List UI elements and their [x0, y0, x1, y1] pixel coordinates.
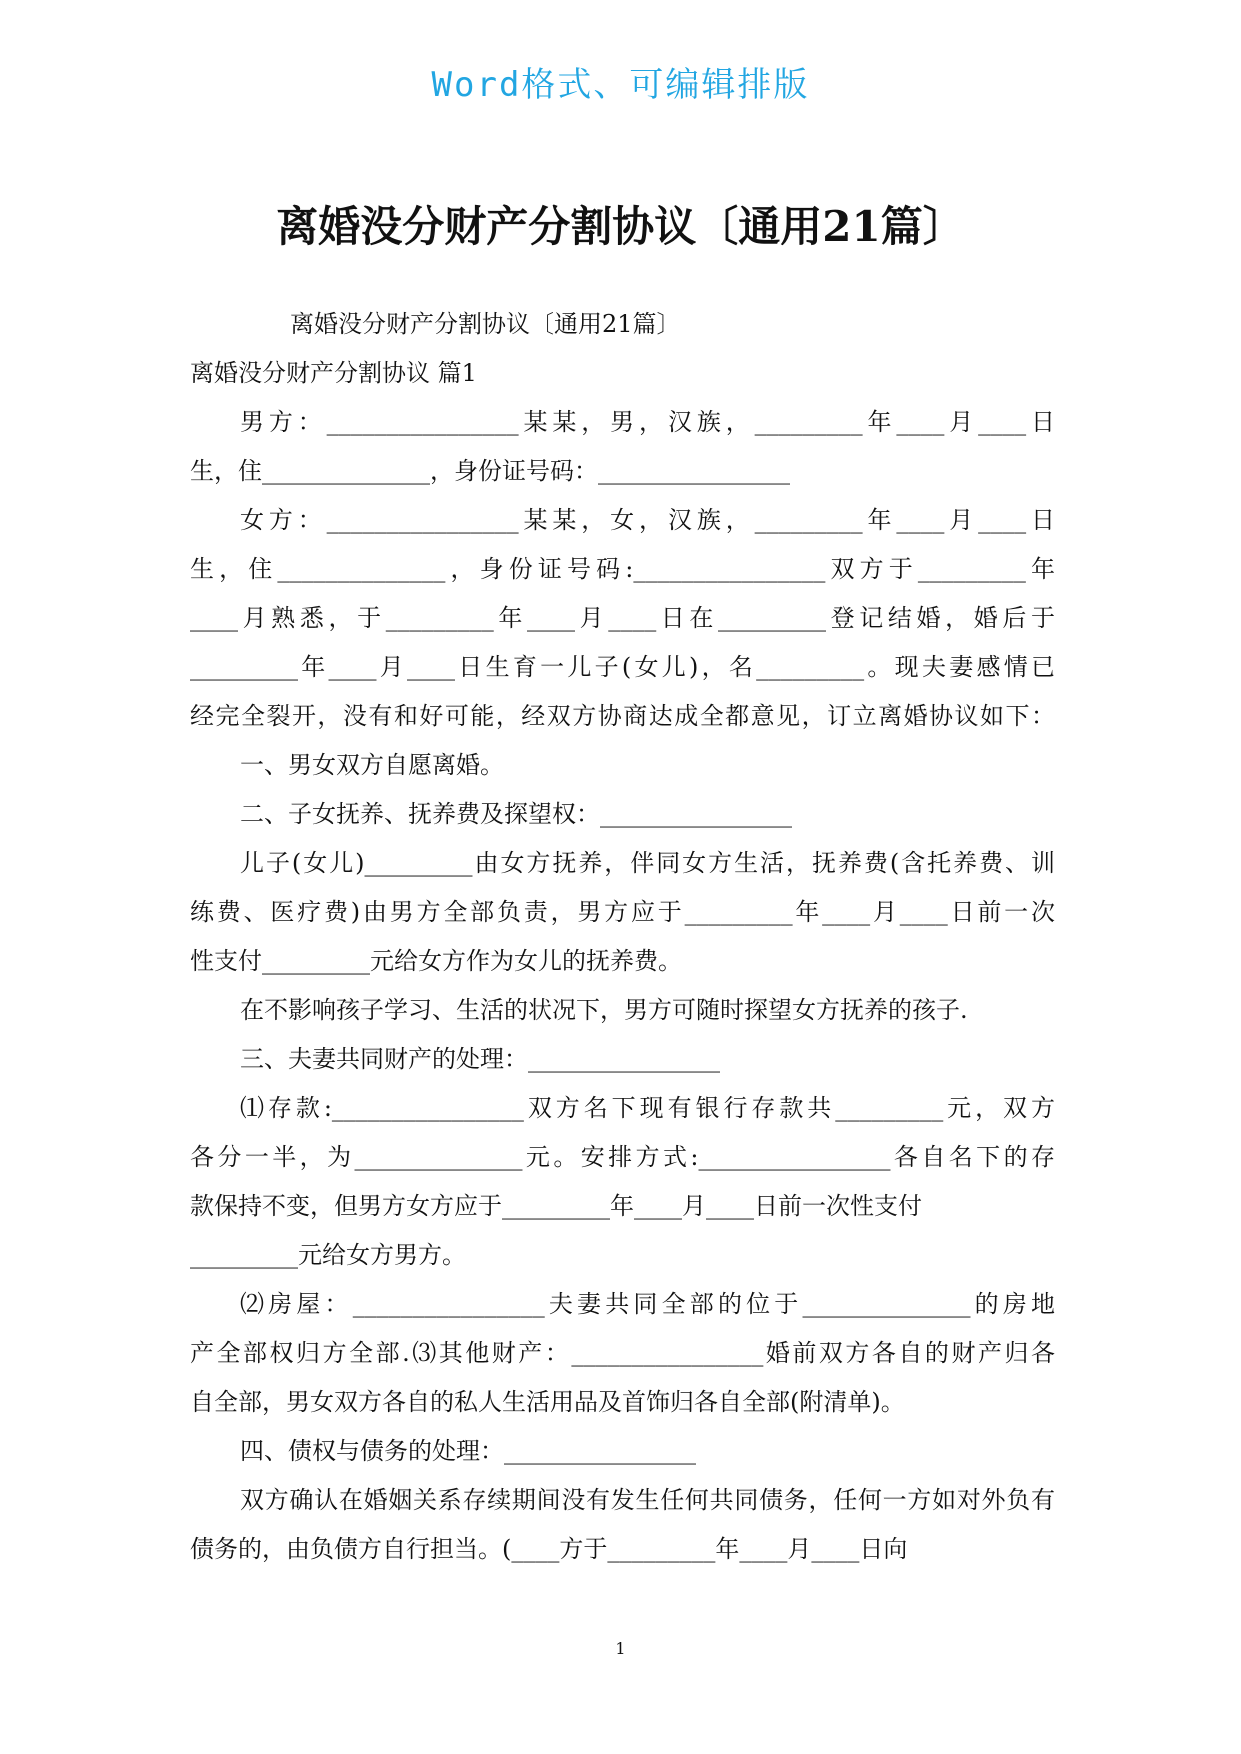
- document-title: 离婚没分财产分割协议〔通用21篇〕: [276, 202, 965, 251]
- paragraph-line: 自全部，男女双方各自的私人生活用品及首饰归各自全部(附清单)。: [190, 1388, 905, 1416]
- paragraph-custody-details: [190, 839, 1055, 986]
- paragraph-line: 各分一半，为______________元。安排方式:________________各自名下的存: [190, 1143, 1055, 1171]
- paragraph-debt-details: [190, 1476, 1055, 1574]
- paragraph-line: _________元给女方男方。: [190, 1241, 466, 1269]
- paragraph-line: 男方：________________某某，男，汉族，_________年____月____日: [240, 408, 1055, 436]
- document-body: [190, 300, 1055, 1574]
- paragraph-line: 债务的，由负债方自行担当。(____方于_________年____月____日向: [190, 1535, 908, 1563]
- paragraph-line: 生，住______________，身份证号码：________________: [190, 457, 790, 485]
- section-heading: 离婚没分财产分割协议 篇1: [190, 359, 477, 387]
- page-number: 1: [615, 1639, 626, 1658]
- paragraph-line: 练费、医疗费)由男方全部负责，男方应于_________年____月____日前一次: [190, 898, 1055, 926]
- clause-3-property-heading: [190, 1035, 1055, 1084]
- paragraph-line: ⑴存款:________________双方名下现有银行存款共_________元，双方: [240, 1094, 1055, 1122]
- paragraph-female-party: [190, 496, 1055, 741]
- paragraph-line: 一、男女双方自愿离婚。: [240, 751, 504, 779]
- clause-1-divorce: [190, 741, 1055, 790]
- paragraph-line: ⑵房屋：________________夫妻共同全部的位于______________的房地: [240, 1290, 1055, 1318]
- paragraph-line: ____月熟悉，于_________年____月____日在_________登记结婚，婚后于: [190, 604, 1055, 632]
- paragraph-line: 三、夫妻共同财产的处理：________________: [240, 1045, 720, 1073]
- paragraph-visitation: [190, 986, 1055, 1035]
- clause-2-custody-heading: [190, 790, 1055, 839]
- paragraph-line: _________年____月____日生育一儿子(女儿)，名_________。现夫妻感情已: [190, 653, 1055, 681]
- format-banner: Word格式、可编辑排版: [431, 65, 810, 105]
- paragraph-male-party: [190, 398, 1055, 496]
- clause-4-debt-heading: [190, 1427, 1055, 1476]
- paragraph-line: 四、债权与债务的处理：________________: [240, 1437, 696, 1465]
- paragraph-savings: [190, 1084, 1055, 1280]
- paragraph-line: 女方：________________某某，女，汉族，_________年____月____日: [240, 506, 1055, 534]
- paragraph-line: 二、子女抚养、抚养费及探望权：________________: [240, 800, 792, 828]
- paragraph-house-other-property: [190, 1280, 1055, 1427]
- paragraph-line: 产全部权归方全部.⑶其他财产：________________婚前双方各自的财产归各: [190, 1339, 1055, 1367]
- document-subtitle: 离婚没分财产分割协议〔通用21篇〕: [290, 310, 681, 338]
- paragraph-line: 性支付_________元给女方作为女儿的抚养费。: [190, 947, 682, 975]
- paragraph-line: 经完全裂开，没有和好可能，经双方协商达成全都意见，订立离婚协议如下：: [190, 702, 1055, 730]
- paragraph-line: 款保持不变，但男方女方应于_________年____月____日前一次性支付: [190, 1192, 922, 1220]
- paragraph-line: 儿子(女儿)_________由女方抚养，伴同女方生活，抚养费(含托养费、训: [240, 849, 1055, 877]
- paragraph-line: 生，住______________，身份证号码:________________双方于_________年: [190, 555, 1055, 583]
- paragraph-line: 双方确认在婚姻关系存续期间没有发生任何共同债务，任何一方如对外负有: [240, 1486, 1055, 1514]
- paragraph-line: 在不影响孩子学习、生活的状况下，男方可随时探望女方抚养的孩子.: [240, 996, 968, 1024]
